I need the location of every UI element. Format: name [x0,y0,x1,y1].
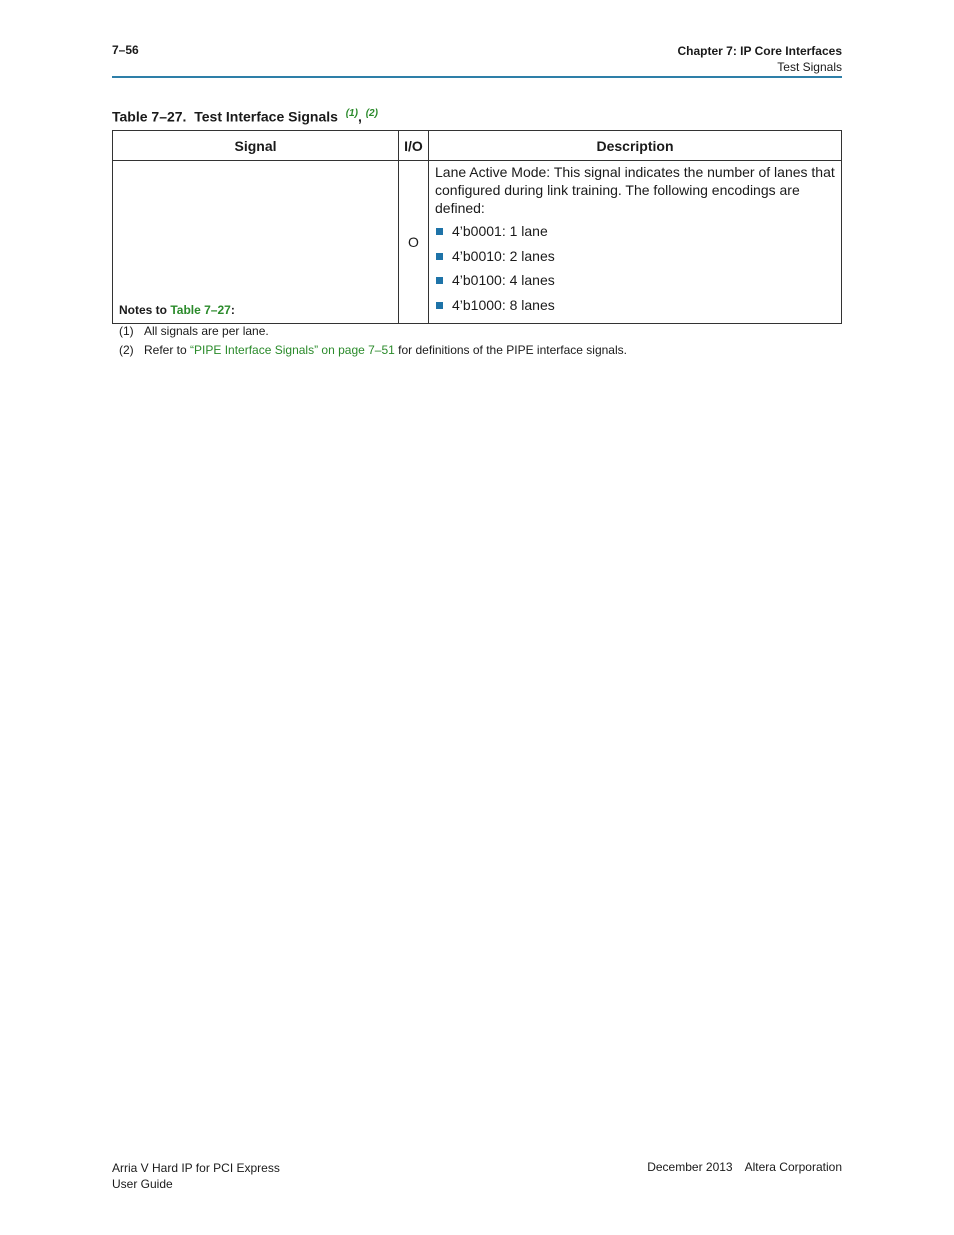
running-header [677,43,842,75]
list-item [435,270,835,295]
square-bullet-icon [436,228,443,235]
caption-ref-separator: , [357,108,362,125]
encoding-list [435,221,835,319]
chapter-title: Chapter 7: IP Core Interfaces [677,44,842,58]
list-item-text: 4’b0010: 2 lanes [452,247,555,264]
section-title: Test Signals [777,60,842,74]
description-text: Lane Active Mode: This signal indicates the number of lanes that configured during link training. The following encodings are defined: [435,164,835,216]
company-name: Altera Corporation [744,1160,842,1174]
table-link[interactable]: Table 7–27 [170,303,231,317]
note-number: (1) [119,324,134,338]
signals-table [112,130,842,324]
product-name: Arria V Hard IP for PCI Express [112,1161,280,1175]
list-item-text: 4’b0100: 4 lanes [452,272,555,288]
list-item-text: 4’b0001: 1 lane [452,223,548,239]
square-bullet-icon [436,277,443,284]
pipe-interface-link[interactable]: “PIPE Interface Signals” on page 7–51 [190,343,395,357]
list-item-text: 4’b1000: 8 lanes [452,296,555,313]
column-header-io: I/O [399,131,429,161]
list-item [435,295,835,320]
header-rule [112,76,842,78]
table-title: Test Interface Signals [194,108,338,125]
table-row [113,161,842,324]
note-text: All signals are per lane. [144,324,269,338]
notes-title-suffix: : [230,303,235,317]
io-cell: O [399,161,429,324]
note-text [144,343,627,357]
note-text-pre: Refer to [144,343,187,357]
notes-title [119,303,235,317]
caption-note-link-2[interactable]: (2) [365,108,378,119]
page-number: 7–56 [112,43,139,57]
square-bullet-icon [436,302,443,309]
table-caption [112,108,378,125]
notes-title-prefix: Notes to [119,303,167,317]
note-text-post: for definitions of the PIPE interface signals. [398,343,627,357]
column-header-description: Description [429,131,842,161]
publication-date: December 2013 [647,1160,733,1174]
description-cell [429,161,842,324]
footer-left [112,1160,280,1192]
table-label: Table 7–27. [112,108,187,125]
column-header-signal: Signal [113,131,399,161]
list-item [435,221,835,246]
caption-note-link-1[interactable]: (1) [345,108,358,119]
note-number: (2) [119,343,134,357]
square-bullet-icon [436,253,443,260]
footer-right [647,1160,842,1174]
document-type: User Guide [112,1177,173,1191]
signal-cell [113,161,399,324]
list-item [435,246,835,271]
table-header-row [113,131,842,161]
